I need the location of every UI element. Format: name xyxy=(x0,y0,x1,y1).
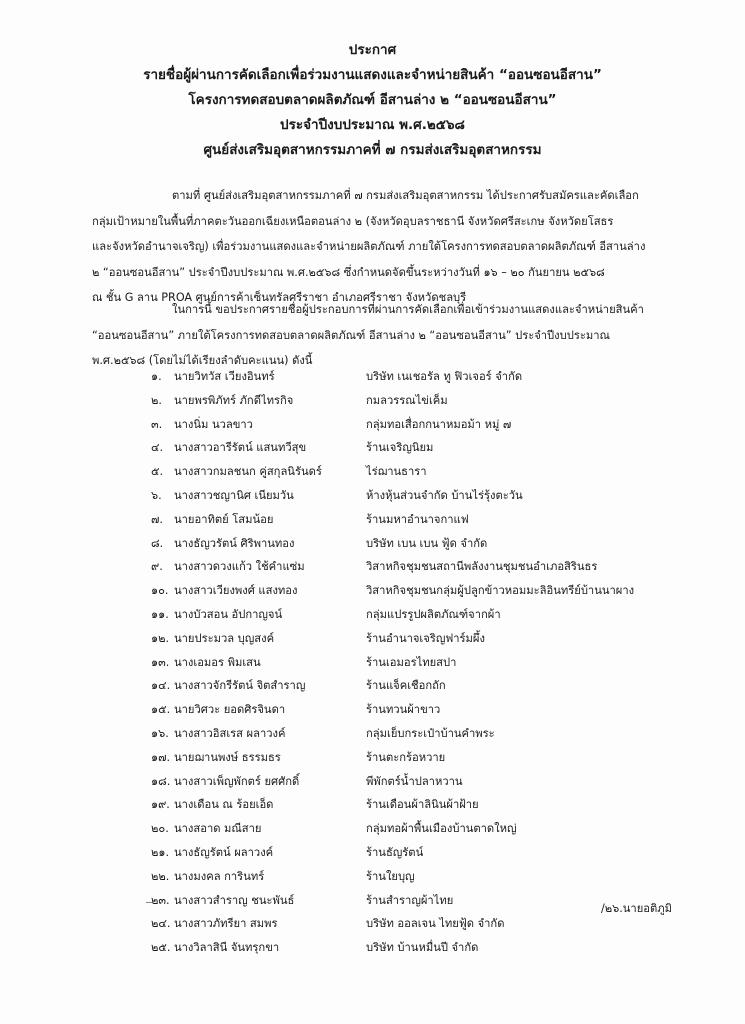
paragraph-line: ณ ชั้น G ลาน PROA ศูนย์การค้าเซ็นทรัลศรีราชา อำเภอศรีราชา จังหวัดชลบุรี xyxy=(92,291,467,304)
participant-number: ๒๐. xyxy=(151,822,169,836)
participant-name: นางสาวดวงแก้ว ใช้คำแซ่ม xyxy=(174,560,305,574)
participant-organization: บริษัท เนเชอรัล ทู ฟิวเจอร์ จำกัด xyxy=(366,370,523,383)
participant-name: นายฌานพงษ์ ธรรมธร xyxy=(174,750,281,764)
participant-organization: บริษัท ออลเจน ไทยฟู้ด จำกัด xyxy=(366,917,505,931)
participant-organization: ไร่ฌานธารา xyxy=(366,465,427,479)
participant-row xyxy=(0,627,745,651)
participant-row xyxy=(0,555,745,579)
participant-number: ๕. xyxy=(151,465,164,479)
participant-number: ๒๑. xyxy=(151,845,170,859)
participant-name: นางสาวเพ็ญพักตร์ ยศศักดิ์ xyxy=(174,774,300,788)
participant-name: นางธัญวรัตน์ ศิริพานทอง xyxy=(174,536,295,550)
participant-organization: ร้านทวนผ้าขาว xyxy=(366,703,441,717)
participant-number: ๑๓. xyxy=(151,655,170,669)
participant-organization: กลุ่มเย็บกระเป๋าบ้านคำพระ xyxy=(366,726,495,740)
participant-number: ๒๓. xyxy=(151,893,170,907)
paragraph-line: ตามที่ ศูนย์ส่งเสริมอุตสาหกรรมภาคที่ ๗ กรมส่งเสริมอุตสาหกรรม ได้ประกาศรับสมัครและคัดเลือก xyxy=(172,189,639,202)
participant-number: ๑๔. xyxy=(151,679,171,693)
participant-organization: ร้านเอมอรไทยสปา xyxy=(366,655,457,669)
participant-number: ๘. xyxy=(151,536,164,550)
participant-row xyxy=(0,722,745,746)
participant-organization: บริษัท เบน เบน ฟู้ด จำกัด xyxy=(366,536,488,550)
paragraph-line: ๒ “ออนซอนอีสาน” ประจำปีงบประมาณ พ.ศ.๒๕๖๘ ซึ่งกำหนดจัดขึ้นระหว่างวันที่ ๑๖ – ๒๐ กันยายน ๒๕๖๘ xyxy=(92,265,605,279)
participant-number: ๑๐. xyxy=(151,584,169,598)
participant-row xyxy=(0,817,745,841)
participant-organization: กลุ่มทอเสื่อกกนาหมอม้า หมู่ ๗ xyxy=(366,417,512,431)
paragraph-background xyxy=(92,183,664,311)
participant-number: ๑๕. xyxy=(151,703,171,717)
participant-row xyxy=(0,460,745,484)
participant-organization: กลุ่มแปรรูปผลิตภัณฑ์จากผ้า xyxy=(366,607,501,621)
participant-row xyxy=(0,389,745,413)
participant-name: นางวิลาสินี จันทรุกขา xyxy=(174,941,280,955)
participant-organization: กลุ่มทอผ้าพื้นเมืองบ้านตาดใหญ่ xyxy=(366,822,517,836)
participant-row xyxy=(0,770,745,794)
paragraph-line: และจังหวัดอำนาจเจริญ) เพื่อร่วมงานแสดงและจำหน่ายผลิตภัณฑ์ ภายใต้โครงการทดสอบตลาดผลิตภัณฑ์ อีสานล่าง xyxy=(92,240,646,253)
participant-row xyxy=(0,436,745,460)
participant-row xyxy=(0,365,745,389)
participant-row xyxy=(0,793,745,817)
participant-name: นายวิศวะ ยอดศิรจินดา xyxy=(174,703,286,717)
participant-row xyxy=(0,865,745,889)
participant-organization: วิสาหกิจชุมชนสถานีพลังงานชุมชนอำเภอสิรินธร xyxy=(366,560,598,574)
continuation-marker: /๒๖.นายอติภูมิ xyxy=(600,902,672,915)
participant-row xyxy=(0,746,745,770)
paragraph-line: กลุ่มเป้าหมายในพื้นที่ภาคตะวันออกเฉียงเหนือตอนล่าง ๒ (จังหวัดอุบลราชธานี จังหวัดศรีสะเกษ จังหวัดยโสธร xyxy=(92,214,614,228)
participant-number: ๗. xyxy=(151,512,163,526)
participant-organization: พีพักตร์น้ำปลาหวาน xyxy=(366,774,463,788)
fiscal-year: ประจำปีงบประมาณ พ.ศ.๒๕๖๘ xyxy=(280,117,465,133)
participant-number: ๑๙. xyxy=(151,798,170,812)
participant-organization: ร้านอำนาจเจริญฟาร์มผึ้ง xyxy=(366,631,485,645)
paragraph-announcement xyxy=(92,297,664,374)
participant-number: ๒๔. xyxy=(151,917,171,931)
issuing-agency: ศูนย์ส่งเสริมอุตสาหกรรมภาคที่ ๗ กรมส่งเสริมอุตสาหกรรม xyxy=(203,142,542,158)
participant-name: นายประมวล บุญสงค์ xyxy=(174,631,275,645)
announcement-header xyxy=(0,38,745,163)
participant-row xyxy=(0,603,745,627)
participant-row xyxy=(0,651,745,675)
participant-row xyxy=(0,508,745,532)
participant-number: ๙. xyxy=(151,560,163,574)
participant-name: นางสาวอิสเรส ผลาวงค์ xyxy=(174,726,286,740)
participant-row xyxy=(0,532,745,556)
participant-number: ๒๕. xyxy=(151,941,171,955)
participant-name: นางบัวสอน อัปกาญจน์ xyxy=(174,607,283,621)
participant-number: ๑๑. xyxy=(151,607,169,621)
participant-row xyxy=(0,674,745,698)
participant-name: นายวิทวัส เวียงอินทร์ xyxy=(174,370,275,383)
participant-row xyxy=(0,484,745,508)
participant-organization: ร้านแจ็คเชือกถัก xyxy=(366,679,446,693)
participant-number: ๖. xyxy=(151,488,162,502)
participant-row xyxy=(0,936,745,960)
participant-name: นางมงคล การินทร์ xyxy=(174,869,265,883)
participant-name: นางธัญรัตน์ ผลาวงค์ xyxy=(174,845,274,859)
announcement-subtitle: รายชื่อผู้ผ่านการคัดเลือกเพื่อร่วมงานแสดงและจำหน่ายสินค้า “ออนซอนอีสาน” xyxy=(143,67,602,83)
participant-list xyxy=(0,365,745,960)
participant-name: นางสาวเวียงพงศ์ แสงทอง xyxy=(174,584,298,598)
paragraph-line: “ออนซอนอีสาน” ภายใต้โครงการทดสอบตลาดผลิตภัณฑ์ อีสานล่าง ๒ “ออนซอนอีสาน” ประจำปีงบประมาณ xyxy=(92,328,610,342)
paragraph-line: ในการนี้ ขอประกาศรายชื่อผู้ประกอบการที่ผ่านการคัดเลือกเพื่อเข้าร่วมงานแสดงและจำหน่ายสินค้า xyxy=(172,303,644,316)
paragraph-line: พ.ศ.๒๕๖๘ (โดยไม่ได้เรียงลำดับคะแนน) ดังนี้ xyxy=(92,354,313,367)
participant-organization: ร้านเดือนผ้าลินินผ้าฝ้าย xyxy=(366,798,479,812)
participant-organization: ร้านมหาอำนาจกาแฟ xyxy=(366,512,469,526)
participant-row xyxy=(0,579,745,603)
participant-name: นางสาวกมลชนก คู่สกุลนิรันดร์ xyxy=(174,465,322,479)
participant-number: ๔. xyxy=(151,441,164,455)
participant-name: นายอาทิตย์ โสมน้อย xyxy=(174,512,274,526)
participant-organization: ร้านเจริญนิยม xyxy=(366,441,434,455)
participant-number: ๑๘. xyxy=(151,774,171,788)
participant-number: ๑๖. xyxy=(151,726,169,740)
participant-number: ๑. xyxy=(151,370,162,383)
participant-number: ๒๒. xyxy=(151,869,170,883)
participant-number: ๒. xyxy=(151,393,162,407)
participant-name: นางเอมอร พิมเสน xyxy=(174,655,261,669)
participant-name: นางสอาด มณีสาย xyxy=(174,822,262,836)
participant-name: นางสาวภัทรียา สมพร xyxy=(174,917,278,931)
participant-organization: บริษัท บ้านหมื่นปี จำกัด xyxy=(366,941,479,955)
project-name: โครงการทดสอบตลาดผลิตภัณฑ์ อีสานล่าง ๒ “ออนซอนอีสาน” xyxy=(188,92,557,108)
participant-organization: กมลวรรณไข่เค็ม xyxy=(366,393,448,407)
participant-row xyxy=(0,841,745,865)
participant-organization: ห้างหุ้นส่วนจำกัด บ้านไร่รุ้งตะวัน xyxy=(366,488,523,502)
participant-organization: ร้านธัญรัตน์ xyxy=(366,845,424,859)
participant-organization: ร้านสำราญผ้าไทย xyxy=(366,893,454,907)
participant-organization: ร้านตะกร้อหวาย xyxy=(366,750,446,764)
participant-name: นางสาวชญานิศ เนียมวัน xyxy=(174,488,294,502)
participant-name: นางสาวจักรีรัตน์ จิตสำราญ xyxy=(174,679,306,693)
scan-mark xyxy=(146,902,152,907)
participant-name: นางสาวอารีรัตน์ แสนทวีสุข xyxy=(174,441,307,455)
participant-number: ๑๒. xyxy=(151,631,170,645)
participant-number: ๑๗. xyxy=(151,750,171,764)
announcement-title: ประกาศ xyxy=(348,42,397,58)
participant-name: นางเดือน ณ ร้อยเอ็ด xyxy=(174,798,274,812)
participant-row xyxy=(0,413,745,437)
participant-number: ๓. xyxy=(151,417,163,431)
participant-name: นายพรพิภัทร์ ภักดีไทรกิจ xyxy=(174,393,294,407)
participant-organization: ร้านใยบุญ xyxy=(366,869,415,883)
participant-name: นางสาวสำราญ ชนะพันธ์ xyxy=(174,893,295,907)
participant-name: นางนิ่ม นวลขาว xyxy=(174,417,253,431)
participant-row xyxy=(0,698,745,722)
participant-organization: วิสาหกิจชุมชนกลุ่มผู้ปลูกข้าวหอมมะลิอินทรีย์บ้านนาผาง xyxy=(366,584,635,598)
